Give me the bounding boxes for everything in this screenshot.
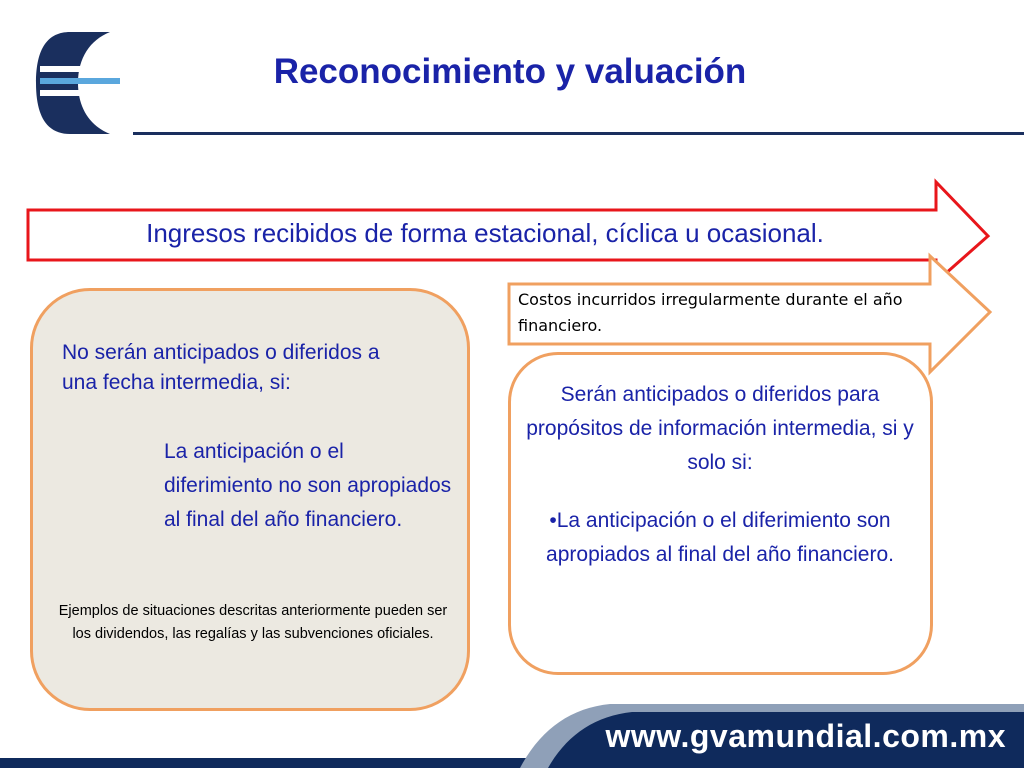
left-box-condition: La anticipación o el diferimiento no son apropiados al final del año financiero. <box>164 440 452 531</box>
right-box-text <box>520 378 920 572</box>
left-box-intro: No serán anticipados o diferidos a una fecha intermedia, si: <box>62 341 380 394</box>
page-title: Reconocimiento y valuación <box>273 52 747 91</box>
left-box-note: Ejemplos de situaciones descritas anteriormente pueden ser los dividendos, las regalías y las subvenciones oficiales. <box>58 603 448 642</box>
right-box-intro: Serán anticipados o diferidos para propósitos de información intermedia, si y solo si: <box>526 383 914 474</box>
top-arrow-text: Ingresos recibidos de forma estacional, cíclica u ocasional. <box>146 218 824 248</box>
gva-logo <box>30 28 130 138</box>
right-box-condition: •La anticipación o el diferimiento son apropiados al final del año financiero. <box>546 509 894 566</box>
website-url[interactable]: www.gvamundial.com.mx <box>605 718 1006 754</box>
title-divider <box>133 132 1024 135</box>
costs-arrow-text: Costos incurridos irregularmente durante el año financiero. <box>518 290 903 335</box>
